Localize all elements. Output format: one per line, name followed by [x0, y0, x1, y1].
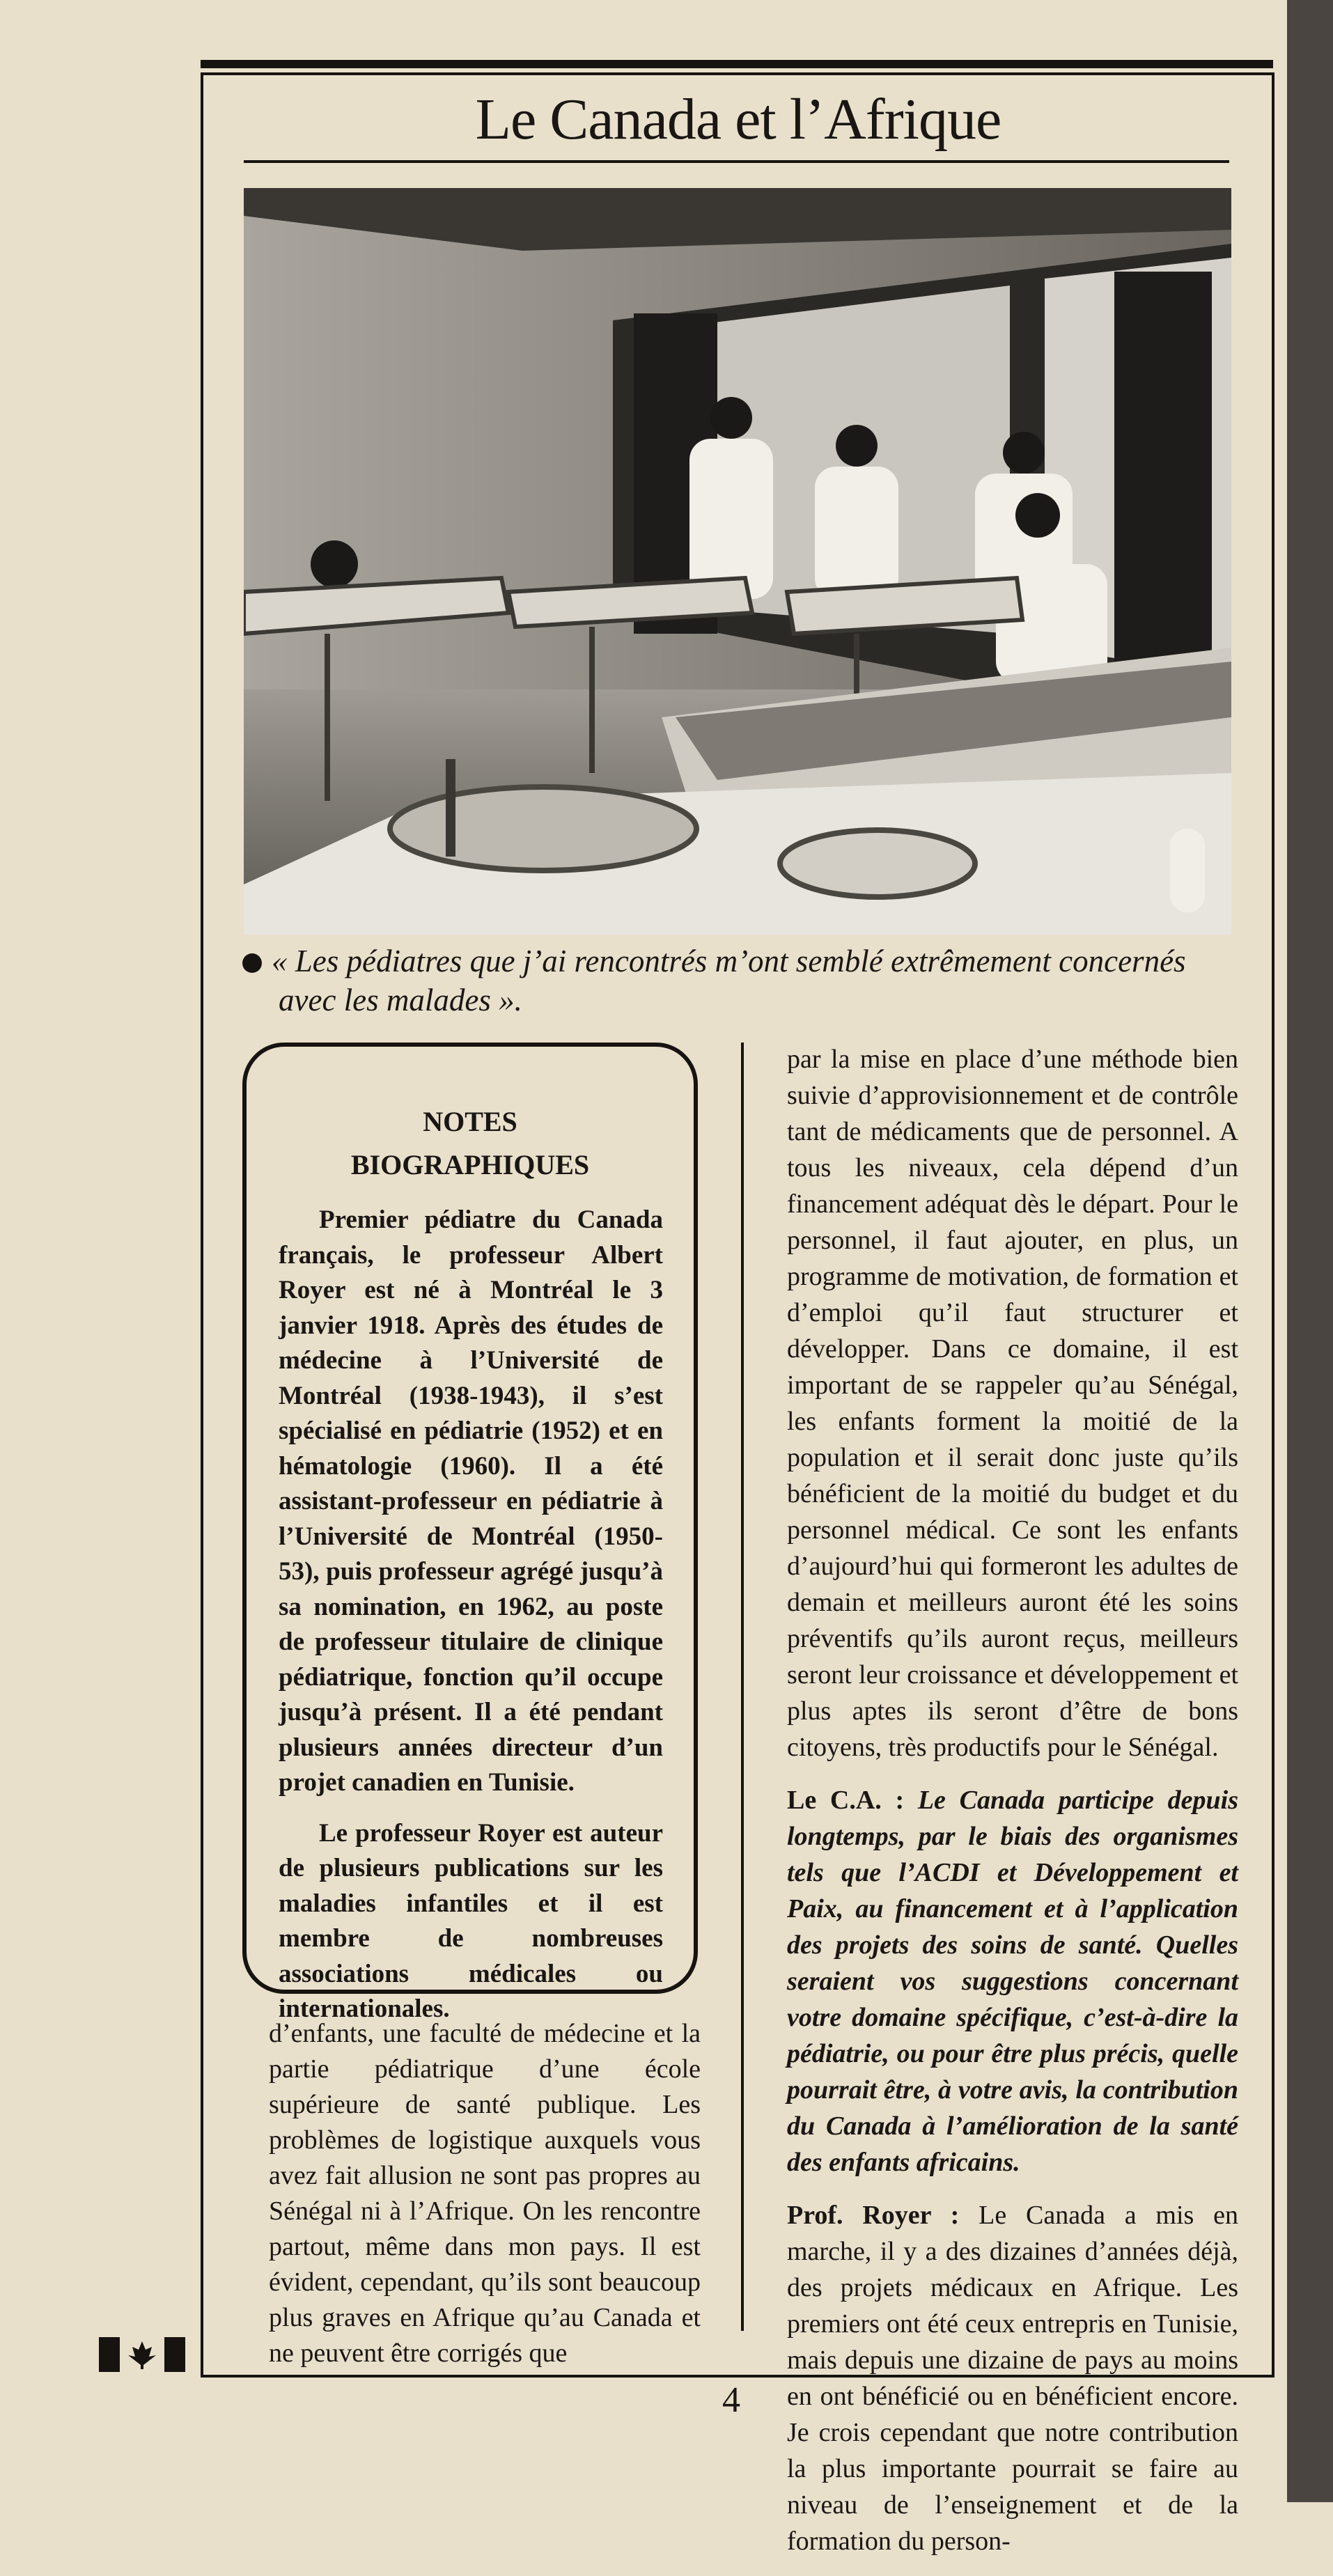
left-column-text: d’enfants, une faculté de médecine et la partie pédiatrique d’une école supérieure de santé publique. Les problèmes de logistique auxquels vous avez fait allusion ne sont pas propres au Sénégal ni à l’Afrique. On les rencontre partout, même dans mon pays. Il est évident, cependant, qu’ils sont beaucoup plus graves en Afrique qu’au Canada et ne peuvent être corrigés que — [269, 2019, 701, 2368]
biography-title-line-2: BIOGRAPHIQUES — [350, 1149, 590, 1180]
title-rule — [244, 160, 1229, 163]
interview-question — [787, 1782, 1238, 2180]
canada-flag-icon — [99, 2337, 185, 2372]
caption-line-1: « Les pédiatres que j’ai rencontrés m’ont semblé extrêmement concernés — [272, 944, 1186, 978]
biography-title — [242, 1100, 698, 1187]
answer-label: Prof. Royer : — [787, 2201, 960, 2230]
top-rule — [201, 60, 1273, 68]
question-text: Le Canada participe depuis longtemps, par le biais des organismes tels que l’ACDI et Développement et Paix, au financement et à l’application des projets des soins de santé. Quelles seraient vos suggestions concernant votre domaine spécifique, c’est-à-dire la pédiatrie, ou pour être plus précis, quelle pourrait être, à votre avis, la contribution du Canada à l’amélioration de la santé des enfants africains. — [787, 1786, 1238, 2177]
right-column — [787, 1041, 1238, 2576]
photo-illustration — [244, 188, 1231, 935]
hospital-ward-photo — [244, 188, 1231, 935]
photo-caption — [242, 942, 1238, 1020]
caption-line-2: avec les malades ». — [279, 983, 522, 1017]
page-title: Le Canada et l’Afrique — [475, 87, 1001, 152]
column-divider — [741, 1043, 744, 2331]
left-column — [269, 2016, 701, 2371]
answer-text: Le Canada a mis en marche, il y a des dizaines d’années déjà, des projets médicaux en Afrique. Les premiers ont été ceux entrepris en Tunisie, mais depuis une dizaine de pays au moins en ont bénéficié ou en bénéficient encore. Je crois cependant que notre contribution la plus importante pourrait se faire au niveau de l’enseignement et de la formation du person- — [787, 2201, 1238, 2556]
interview-answer — [787, 2197, 1238, 2559]
biography-title-line-1: NOTES — [423, 1106, 517, 1137]
bullet-icon — [242, 953, 262, 973]
page-edge-shadow — [1287, 0, 1333, 2502]
biography-text — [279, 1203, 663, 2027]
biography-paragraph-2: Le professeur Royer est auteur de plusieurs publications sur les maladies infantiles et il est membre de nombreuses associations médicales ou internationales. — [279, 1818, 663, 2023]
right-column-paragraph: par la mise en place d’une méthode bien suivie d’approvisionnement et de contrôle tant de médicaments que de personnel. A tous les niveaux, cela dépend d’un financement adéquat dès le départ. Pour le personnel, il faut ajouter, en plus, un programme de motivation, de formation et d’emploi qu’il faut structurer et développer. Dans ce domaine, il est important de se rappeler qu’au Sénégal, les enfants forment la moitié de la population et il serait donc juste qu’ils bénéficient de la moitié du budget et du personnel médical. Ce sont les enfants d’aujourd’hui qui formeront les adultes de demain et meilleurs auront été les soins préventifs qu’ils auront reçus, meilleurs seront leur croissance et développement et plus aptes ils seront d’être de bons citoyens, très productifs pour le Sénégal. — [787, 1045, 1238, 1762]
question-label: Le C.A. : — [787, 1786, 905, 1815]
biography-paragraph-1: Premier pédiatre du Canada français, le professeur Albert Royer est né à Montréal le 3 janvier 1918. Après des études de médecine à l’Université de Montréal (1938-1943), il s’est spécialisé en pédiatrie (1952) et en hématologie (1960). Il a été assistant-professeur en pédiatrie à l’Université de Montréal (1950-53), puis professeur agrégé jusqu’à sa nomination, en 1962, au poste de professeur titulaire de clinique pédiatrique, fonction qu’il occupe jusqu’à présent. Il a été pendant plusieurs années directeur d’un projet canadien en Tunisie. — [279, 1205, 663, 1797]
page-number: 4 — [722, 2380, 740, 2420]
